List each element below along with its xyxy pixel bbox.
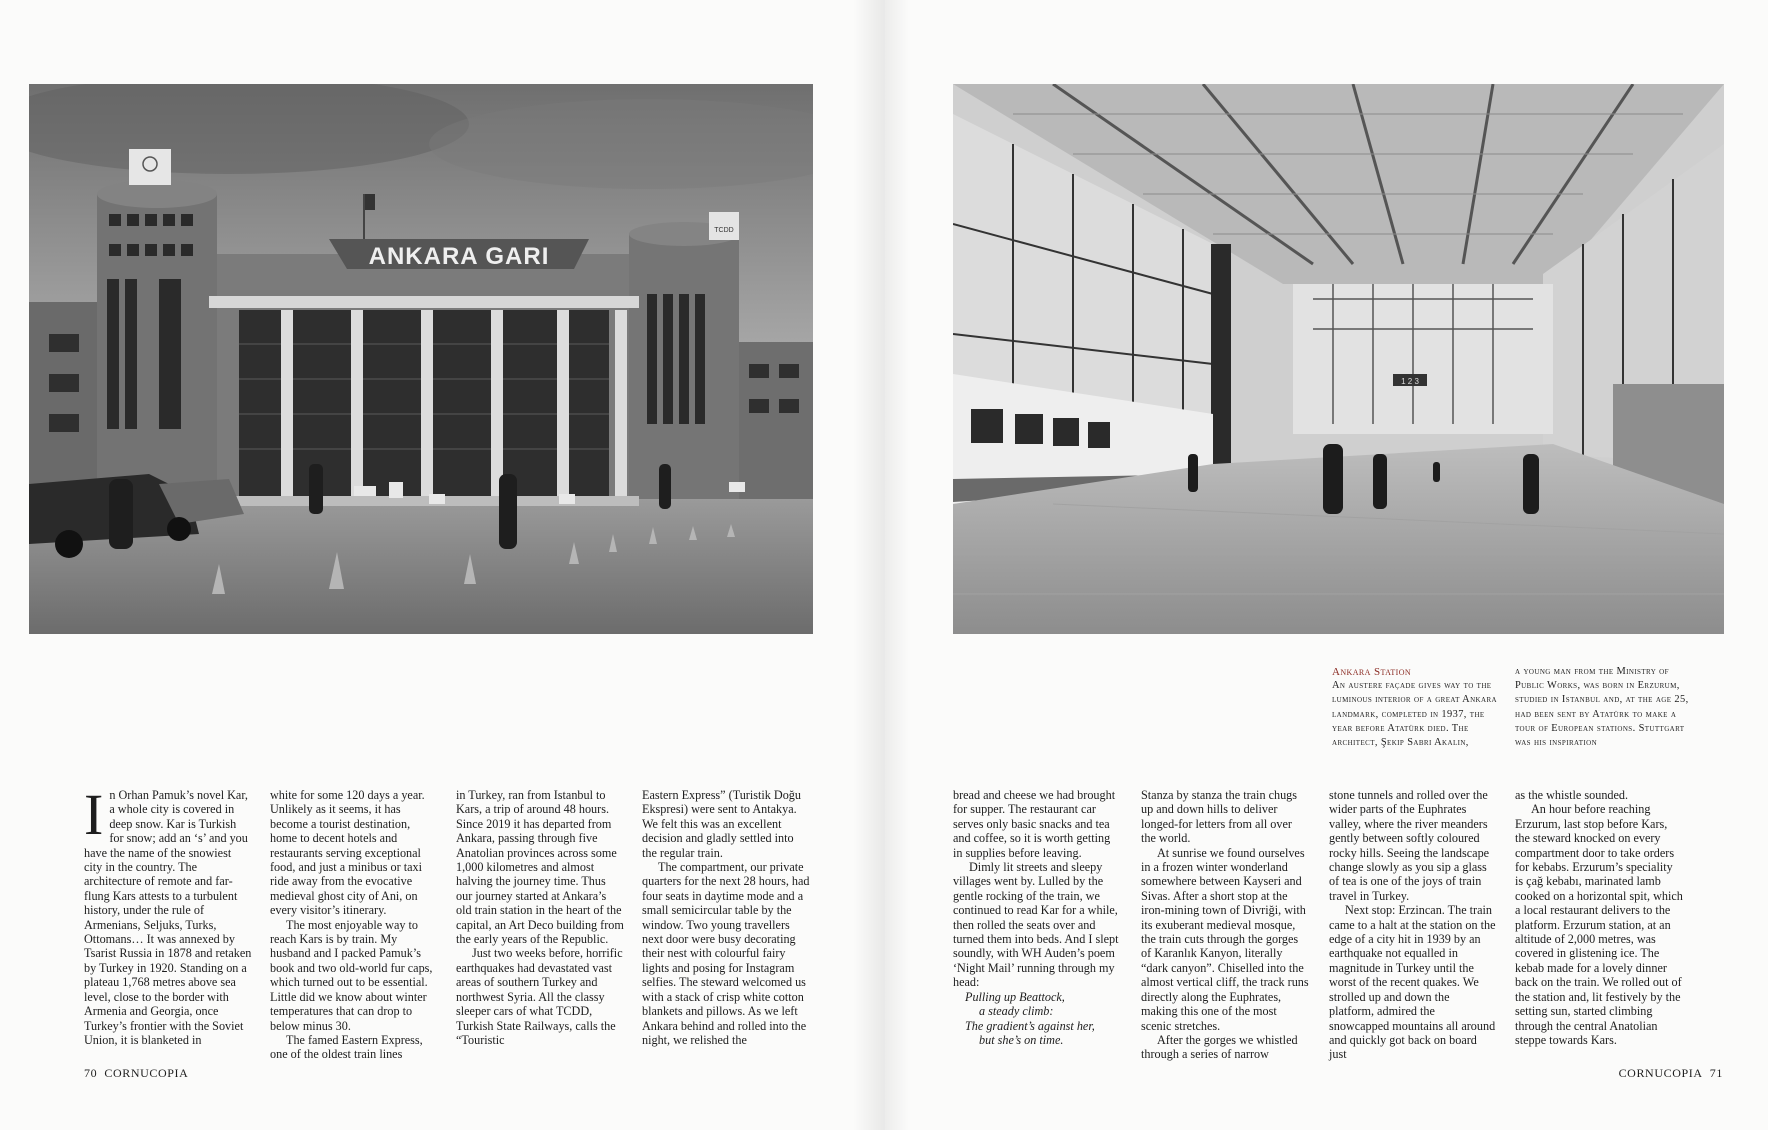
caption-text: An austere façade gives way to the luminous interior of a great Ankara landmark, completed in 1937, the year before Atatürk died. The architect, Şekip Sabri Akalın,: [1332, 680, 1497, 749]
poem-line: a steady climb:: [979, 1004, 1054, 1019]
article-paragraph: in Turkey, ran from Istanbul to Kars, a trip of around 48 hours. Since 2019 it has departed from Ankara, passing through five Anatolian provinces across some 1,000 kilometres and almost halving the journey time. Thus our journey started at Ankara’s old train station in the heart of the capital, an Art Deco building from the early years of the Republic.: [456, 788, 624, 947]
poem-line: The gradient’s against her,: [965, 1018, 1095, 1033]
photo-caption-col-2: [1515, 665, 1691, 750]
article-column-8: [1515, 788, 1683, 1047]
article-paragraph: bread and cheese we had brought for supper. The restaurant car serves only basic snacks and tea and coffee, so it is worth getting in supplies before leaving.: [953, 788, 1116, 860]
article-paragraph: The famed Eastern Express, one of the oldest train lines: [270, 1032, 423, 1062]
ankara-station-interior-photo: [953, 84, 1724, 634]
article-paragraph: The most enjoyable way to reach Kars is by train. My husband and I packed Pamuk’s book and two old-world fur caps, which turned out to be essential. Little did we know about winter temperatures that can drop to below minus 30.: [270, 917, 433, 1033]
article-column-1: [84, 782, 252, 1047]
article-column-6: [1141, 788, 1309, 1062]
article-paragraph: An hour before reaching Erzurum, last stop before Kars, the steward knocked on every compartment door to take orders for kebabs. Erzurum’s speciality is çağ kebabı, marinated lamb cooked on a horizontal spit, which a local restaurant delivers to the platform. Erzurum station, at an altitude of 2,000 metres, was covered in glistening ice. The kebab made for a lovely dinner back on the train. We rolled out of the station and, lit festively by the setting sun, started climbing through the central Anatolian steppe towards Kars.: [1515, 802, 1683, 1047]
platform-sign-text: 1 2 3: [1401, 377, 1419, 386]
right-page: [885, 0, 1768, 1130]
poem-line: but she’s on time.: [979, 1032, 1064, 1047]
page-number: 70: [84, 1066, 98, 1080]
left-page: [0, 0, 883, 1130]
article-column-3: [456, 788, 624, 1047]
ankara-gari-sign-text: ANKARA GARI: [368, 243, 550, 270]
caption-title: Ankara Station: [1332, 666, 1412, 678]
article-paragraph: white for some 120 days a year. Unlikely as it seems, it has become a tourist destination, home to decent hotels and restaurants serving exceptional food, and just a minibus or taxi ride away from the evocative medieval ghost city of Ani, on every visitor’s itinerary.: [270, 788, 425, 918]
article-column-2: [270, 788, 438, 1062]
drop-cap: I: [84, 782, 104, 847]
gutter-shadow: [885, 0, 909, 1130]
ankara-station-facade-photo: [29, 84, 813, 634]
article-paragraph: n Orhan Pamuk’s novel Kar, a whole city is covered in deep snow. Kar is Turkish for snow; add an ‘s’ and you have the name of the snowiest city in the country. The architecture of remote and far-flung Kars attests to a turbulent history, under the rule of Armenians, Seljuks, Turks, Ottomans… It was annexed by Tsarist Russia in 1878 and retaken by Turkey in 1920. Standing on a plateau 1,768 metres above sea level, close to the border with Armenia and Georgia, once Turkey’s frontier with the Soviet Union, it is blanketed in: [84, 788, 252, 1047]
article-paragraph: Just two weeks before, horrific earthquakes had devastated vast areas of southern Turkey and northwest Syria. All the classy sleeper cars of what TCDD, Turkish State Railways, calls the “Touristic: [456, 946, 623, 1047]
photo-caption-col-1: [1332, 665, 1508, 750]
gutter-shadow: [853, 0, 883, 1130]
article-paragraph: as the whistle sounded.: [1515, 788, 1629, 802]
left-folio: [84, 1066, 188, 1081]
article-paragraph: Next stop: Erzincan. The train came to a halt at the station on the edge of a city hit in 1939 by an earthquake not equalled in magnitude in Turkey until the worst of the recent quakes. We strolled up and down the platform, admired the snowcapped mountains all around and quickly got back on board just: [1329, 903, 1496, 1062]
caption-text: a young man from the Ministry of Public Works, was born in Erzurum, studied in Istanbul and, at the age 25, had been sent by Atatürk to make a tour of European stations. Stuttgart was his inspiration: [1515, 666, 1689, 749]
article-paragraph: At sunrise we found ourselves in a frozen winter wonderland somewhere between Kayseri and Sivas. After a short stop at the iron-mining town of Divriği, with its exuberant medieval mosque, the train cuts through the gorges of Karanlık Kanyon, literally “dark canyon”. Chiselled into the almost vertical cliff, the track runs directly along the Euphrates, making this one of the most scenic stretches.: [1141, 845, 1309, 1033]
poem-line: Pulling up Beattock,: [965, 989, 1065, 1004]
article-column-5: [953, 788, 1121, 1047]
magazine-title: CORNUCOPIA: [104, 1066, 189, 1080]
right-folio: [1619, 1066, 1723, 1081]
article-column-4: [642, 788, 810, 1047]
page-number: 71: [1709, 1066, 1723, 1080]
article-paragraph: stone tunnels and rolled over the wider parts of the Euphrates valley, where the river meanders gently between softly coloured rocky hills. Seeing the landscape change slowly as you sip a glass of tea is one of the joys of train travel in Turkey.: [1329, 788, 1490, 903]
interior-illustration: [953, 84, 1724, 634]
article-paragraph: Dimly lit streets and sleepy villages went by. Lulled by the gentle rocking of the train, we continued to read Kar for a while, then rolled the seats over and turned them into beds. And I slept soundly, with WH Auden’s poem ‘Night Mail’ running through my head:: [953, 860, 1119, 990]
article-paragraph: The compartment, our private quarters for the next 28 hours, had four seats in daytime mode and a small semicircular table by the window. Two young travellers next door were busy decorating their nest with colourful fairy lights and posing for Instagram selfies. The steward welcomed us with a stack of crisp white cotton blankets and pillows. As we left Ankara behind and rolled into the night, we relished the: [642, 860, 810, 1047]
magazine-title: CORNUCOPIA: [1618, 1066, 1703, 1080]
tcdd-sign-text: TCDD: [714, 227, 734, 234]
article-paragraph: Stanza by stanza the train chugs up and down hills to deliver longed-for letters from all over the world.: [1141, 788, 1298, 846]
article-paragraph: After the gorges we whistled through a series of narrow: [1141, 1032, 1298, 1062]
article-column-7: [1329, 788, 1497, 1062]
article-paragraph: Eastern Express” (Turistik Doğu Ekspresi) were sent to Antakya. We felt this was an excellent decision and gladly settled into the regular train.: [642, 788, 801, 860]
facade-illustration: [29, 84, 813, 634]
